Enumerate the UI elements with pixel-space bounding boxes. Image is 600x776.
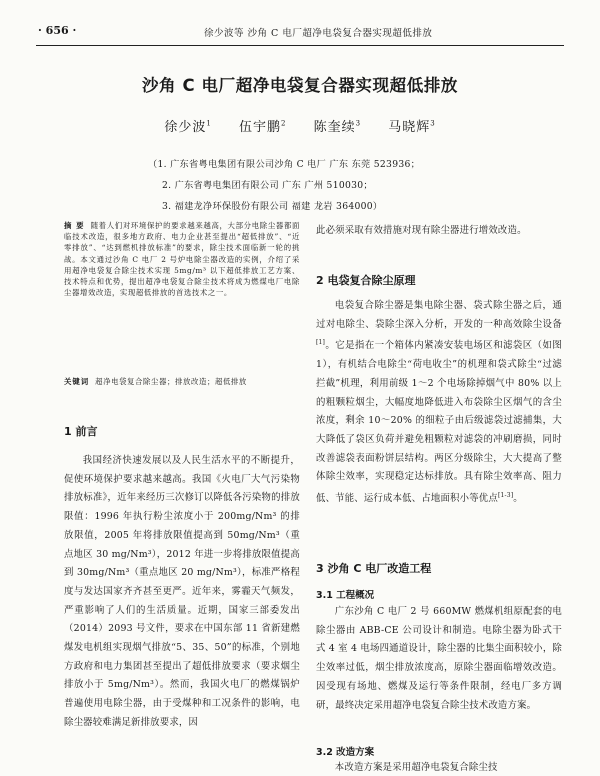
subsection-heading-3-1: 3.1 工程概况: [316, 590, 375, 601]
keywords: [64, 376, 300, 387]
keywords-text: 超净电袋复合除尘器；排放改造；超低排放: [95, 377, 247, 386]
section-heading-1: 1 前言: [64, 425, 98, 438]
abstract-text: 随着人们对环境保护的要求越来越高，大部分电除尘器都面临技术改造，很多地方政府、电力企业甚至提出“超低排放”、“近零排放”、“达到燃机排放标准”的要求，除尘技术面临新一轮的挑战。本文通过沙角 C 电厂 2 号炉电除尘器改造的实例，介绍了采用超净电袋复合除尘技术实现 5mg/m³ 以下超低排放工艺方案、技术特点和优势，提出超净电袋复合除尘技术将成为燃煤电厂电除尘器增效改造，实现超低排放的首选技术之一。: [64, 221, 300, 298]
author: 伍宇鹏$^2$: [238, 119, 287, 135]
article-title: 沙角 C 电厂超净电袋复合器实现超低排放: [141, 76, 459, 95]
author: 马晓辉$^3$: [388, 119, 436, 135]
affiliation-1: （1. 广东省粤电集团有限公司沙角 C 电厂 广东 东莞 523936；: [148, 159, 421, 170]
running-title: 徐少波等 沙角 C 电厂超净电袋复合器实现超低排放: [204, 28, 433, 39]
page-number: · 656 ·: [38, 24, 77, 37]
subsection-3-1-text: 广东沙角 C 电厂 2 号 660MW 燃煤机组原配套的电除尘器由 ABB-CE 公司设计和制造。电除尘器为卧式干式 4 室 4 电场四通道设计，除尘器的比集尘面积较小，除尘效率过低，烟尘排放浓度高，原除尘器面临增效改造。因受现有场地、燃煤及运行等条件限制，经电厂多方调研，最终决定采用超净电袋复合除尘技术改造方案。: [316, 606, 562, 711]
citation: [1]: [316, 339, 326, 347]
author: 陈奎续$^3$: [313, 119, 362, 135]
author-list: [0, 116, 600, 135]
section-2-text: 电袋复合除尘器是集电除尘器、袋式除尘器之后，通过对电除尘、袋除尘深入分析，开发的一种高效除尘设备[1]。它是指在一个箱体内紧凑安装电场区和滤袋区（如图 1），有机结合电除尘“荷电收尘”的机理和袋式除尘“过滤拦截”机理，利用前级 1～2 个电场除掉烟气中 80% 以上的粗颗粒烟尘，大幅度地降低进入布袋除尘区烟气的含尘浓度，剩余 10～20% 的细粒子由后级滤袋过滤捕集，大大降低了袋区负荷并避免粗颗粒对滤袋的冲刷磨损，同时改善滤袋表面粉饼层结构。两区分级除尘，大大提高了整体除尘效率，实现稳定达标排放。具有除尘效率高、阻力低、节能、运行成本低、占地面积小等优点[1-3]。: [316, 300, 562, 505]
header-divider: [36, 45, 564, 46]
abstract-label: 摘 要: [64, 221, 85, 230]
subsection-heading-3-2: 3.2 改造方案: [316, 747, 375, 758]
keywords-label: 关键词: [64, 377, 90, 386]
intro-continuation: 此必须采取有效措施对现有除尘器进行增效改造。: [316, 225, 527, 236]
subsection-3-2-text: 本改造方案是采用超净电袋复合除尘技: [334, 762, 498, 773]
affiliation-2: 2. 广东省粤电集团有限公司 广东 广州 510030；: [162, 180, 373, 191]
section-1-text: 我国经济快速发展以及人民生活水平的不断提升，促使环境保护要求越来越高。我国《火电厂大气污染物排放标准》，近年来经历三次修订以降低各污染物的排放限值：1996 年执行粉尘浓度小于 200mg/Nm³ 的排放限值，2005 年将排放限值提高到 50mg/Nm³（重点地区 30 mg/Nm³），2012 年进一步将排放限值提高到 30mg/Nm³（重点地区 20 mg/Nm³），标准严格程度与发达国家齐齐甚至更严。近年来，雾霾天气频发，严重影响了人们的生活质量。近期，国家三部委发出（2014）2093 号文件，要求在中国东部 11 省新建燃煤发电机组实现烟气排放“5、35、50”的标准，个别地方政府和电力集团甚至提出了超低排放要求（要求烟尘排放小于 5mg/Nm³）。然而，我国火电厂的燃煤锅炉普遍使用电除尘器，由于受煤种和工况条件的影响，电除尘器较难满足新排放要求，因: [64, 455, 300, 728]
abstract: [64, 220, 300, 298]
section-heading-3: 3 沙角 C 电厂改造工程: [316, 562, 432, 575]
author: 徐少波$^1$: [164, 119, 212, 135]
affiliation-3: 3. 福建龙净环保股份有限公司 福建 龙岩 364000）: [162, 201, 383, 212]
citation: [1-3]: [497, 492, 514, 500]
section-heading-2: 2 电袋复合除尘原理: [316, 274, 416, 287]
